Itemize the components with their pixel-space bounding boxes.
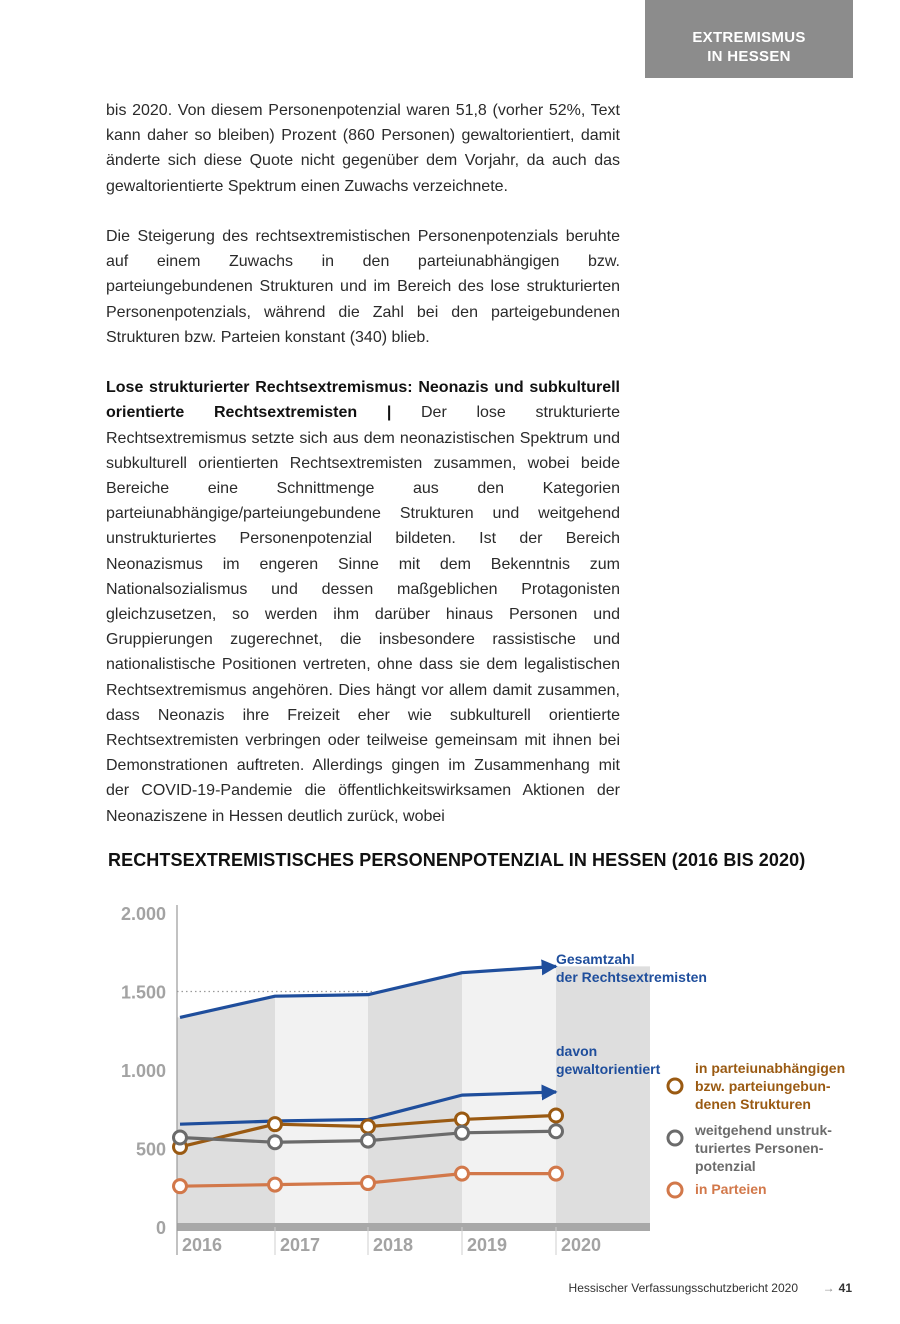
data-point-2019 — [456, 1113, 469, 1126]
legend-marker-2 — [668, 1079, 682, 1093]
legend-marker-3 — [668, 1131, 682, 1145]
footer-source: Hessischer Verfassungsschutzbericht 2020 — [568, 1281, 798, 1295]
data-point-2020 — [550, 1125, 563, 1138]
paragraph-1: bis 2020. Von diesem Personenpotenzial waren 51,8 (vorher 52%, Text kann daher so bleiben) Prozent (860 Personen) gewaltorientiert, damit änderte sich diese Quote nicht gegenüber dem Vorjahr, da auch das gewaltorientierte Spektrum einen Zuwachs verzeichnete. — [106, 102, 620, 195]
area-column-2017 — [275, 995, 368, 1227]
legend-label-4 — [695, 1181, 767, 1197]
area-column-2020 — [556, 966, 650, 1227]
section-tag-line2: IN HESSEN — [707, 48, 791, 65]
series-label-violent-line: gewaltorientiert — [556, 1061, 661, 1077]
legend-label-2-line: in parteiunabhängigen — [695, 1060, 846, 1076]
x-tick-label: 2020 — [561, 1235, 602, 1255]
y-tick-label: 0 — [155, 1218, 166, 1238]
paragraph-3-heading: Lose strukturierter Rechtsextremismus: Neonazis und subkulturell orientierte Rechtsextremisten | — [106, 379, 620, 422]
line-chart — [0, 890, 900, 1270]
x-tick-label: 2017 — [280, 1235, 321, 1255]
legend-label-4-line: in Parteien — [695, 1181, 767, 1197]
y-tick-label: 2.000 — [120, 904, 166, 924]
x-tick-label: 2016 — [182, 1235, 223, 1255]
arrow-right-icon: → — [822, 1281, 835, 1295]
series-label-total-line: der Rechtsextremisten — [556, 969, 707, 985]
section-tag — [645, 0, 853, 78]
data-point-2016 — [174, 1131, 187, 1144]
y-tick-label: 1.000 — [120, 1061, 166, 1081]
data-point-2017 — [269, 1178, 282, 1191]
section-tag-line1: EXTREMISMUS — [692, 29, 806, 46]
data-point-2016 — [174, 1180, 187, 1193]
page-number — [823, 1281, 852, 1295]
y-tick-label: 1.500 — [120, 982, 166, 1003]
area-column-2019 — [462, 966, 556, 1227]
x-tick-label: 2018 — [373, 1235, 414, 1255]
legend-label-2-line: bzw. parteiungebun- — [695, 1078, 831, 1094]
data-point-2020 — [550, 1109, 563, 1122]
y-tick-label: 500 — [135, 1139, 166, 1160]
body-text — [106, 98, 620, 854]
series-label-total-line: Gesamtzahl — [556, 951, 635, 967]
paragraph-3-body: Der lose strukturierte Rechtsextremismus setzte sich aus dem neonazistischen Spektrum und subkulturell orientierten Rechtsextremisten zusammen, wobei beide Bereiche eine Schnittmenge aus den Kategorien parteiunabhängige/parteiungebundene Strukturen und weitgehend unstrukturiertes Personenpotenzial bildeten. Ist der Bereich Neonazismus im engeren Sinne mit dem Bekenntnis zum Nationalsozialismus und dessen maßgeblichen Protagonisten gleichzusetzen, so werden ihm darüber hinaus Personen und Gruppierungen zugerechnet, die insbesondere rassistische und nationalistische Positionen vertreten, ohne dass sie dem legalistischen Rechtsextremismus angehören. Dies hängt vor allem damit zusammen, dass Neonazis ihre Freizeit eher wie subkulturell orientierte Rechtsextremisten verbringen oder teilweise gemeinsam mit ihnen bei Demonstrationen auftreten. Allerdings gingen im Zusammenhang mit der COVID-19-Pandemie die öffentlichkeitswirksamen Aktionen der Neonaziszene in Hessen deutlich zurück, wobei — [106, 404, 621, 825]
data-point-2018 — [362, 1134, 375, 1147]
page-number-value: 41 — [838, 1281, 852, 1295]
legend-label-3-line: weitgehend unstruk- — [695, 1122, 832, 1138]
legend-marker-4 — [668, 1183, 682, 1197]
paragraph-3 — [106, 375, 620, 829]
data-point-2018 — [362, 1120, 375, 1133]
legend-label-2 — [695, 1060, 845, 1112]
data-point-2020 — [550, 1167, 563, 1180]
data-point-2019 — [456, 1167, 469, 1180]
data-point-2018 — [362, 1177, 375, 1190]
legend-label-3-line: potenzial — [695, 1158, 756, 1174]
paragraph-2: Die Steigerung des rechtsextremistischen Personenpotenzials beruhte auf einem Zuwachs in den parteiunabhängigen bzw. parteiungebundenen Strukturen und im Bereich des lose strukturierten Personenpotenzials, während die Zahl bei den parteigebundenen Strukturen bzw. Parteien konstant (340) blieb. — [106, 228, 620, 346]
data-point-2017 — [269, 1136, 282, 1149]
data-point-2019 — [456, 1126, 469, 1139]
legend-label-2-line: denen Strukturen — [695, 1096, 811, 1112]
chart-background — [177, 966, 650, 1231]
legend-label-3 — [694, 1122, 832, 1174]
area-column-2016 — [177, 996, 275, 1227]
x-tick-label: 2019 — [467, 1235, 508, 1255]
data-point-2017 — [269, 1118, 282, 1131]
legend-label-3-line: turiertes Personen- — [695, 1140, 824, 1156]
x-axis-band — [177, 1223, 650, 1231]
series-label-violent-line: davon — [556, 1043, 598, 1059]
chart-title: RECHTSEXTREMISTISCHES PERSONENPOTENZIAL IN HESSEN (2016 BIS 2020) — [108, 850, 806, 870]
